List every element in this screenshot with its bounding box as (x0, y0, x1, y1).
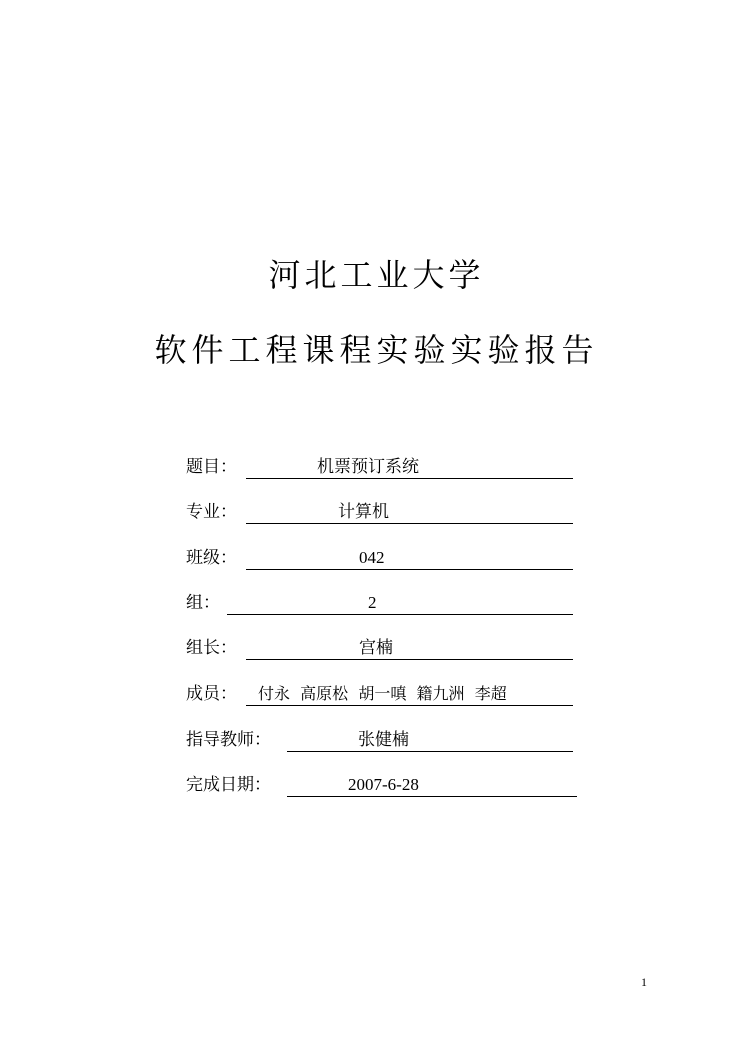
topic-row (186, 455, 574, 479)
advisor-row (186, 728, 574, 752)
date-field (287, 774, 577, 797)
members-value: 付永 高原松 胡一嗔 籍九洲 李超 (258, 684, 507, 703)
major-row (186, 500, 574, 524)
leader-label: 组长： (186, 638, 237, 658)
university-title: 河北工业大学 (268, 256, 485, 294)
class-row (186, 546, 574, 570)
report-title: 软件工程课程实验实验报告 (154, 331, 599, 369)
advisor-label: 指导教师： (186, 730, 271, 750)
major-field (246, 501, 573, 524)
advisor-field (287, 729, 573, 752)
members-label: 成员： (186, 684, 237, 704)
leader-row (186, 636, 574, 660)
group-value: 2 (368, 593, 377, 612)
group-label: 组： (186, 593, 220, 613)
class-label: 班级： (186, 548, 237, 568)
topic-value: 机票预订系统 (317, 457, 419, 477)
date-value: 2007-6-28 (348, 775, 419, 794)
class-value: 042 (359, 548, 385, 567)
page-number: 1 (641, 975, 647, 989)
members-row (186, 682, 574, 706)
topic-label: 题目： (186, 457, 237, 477)
date-row (186, 773, 578, 797)
leader-value: 宫楠 (359, 638, 393, 658)
group-field (227, 592, 573, 615)
major-value: 计算机 (338, 502, 389, 522)
leader-field (246, 637, 573, 660)
advisor-value: 张健楠 (358, 730, 409, 750)
date-label: 完成日期： (186, 775, 271, 795)
class-field (246, 547, 573, 570)
group-row (186, 591, 574, 615)
major-label: 专业： (186, 502, 237, 522)
